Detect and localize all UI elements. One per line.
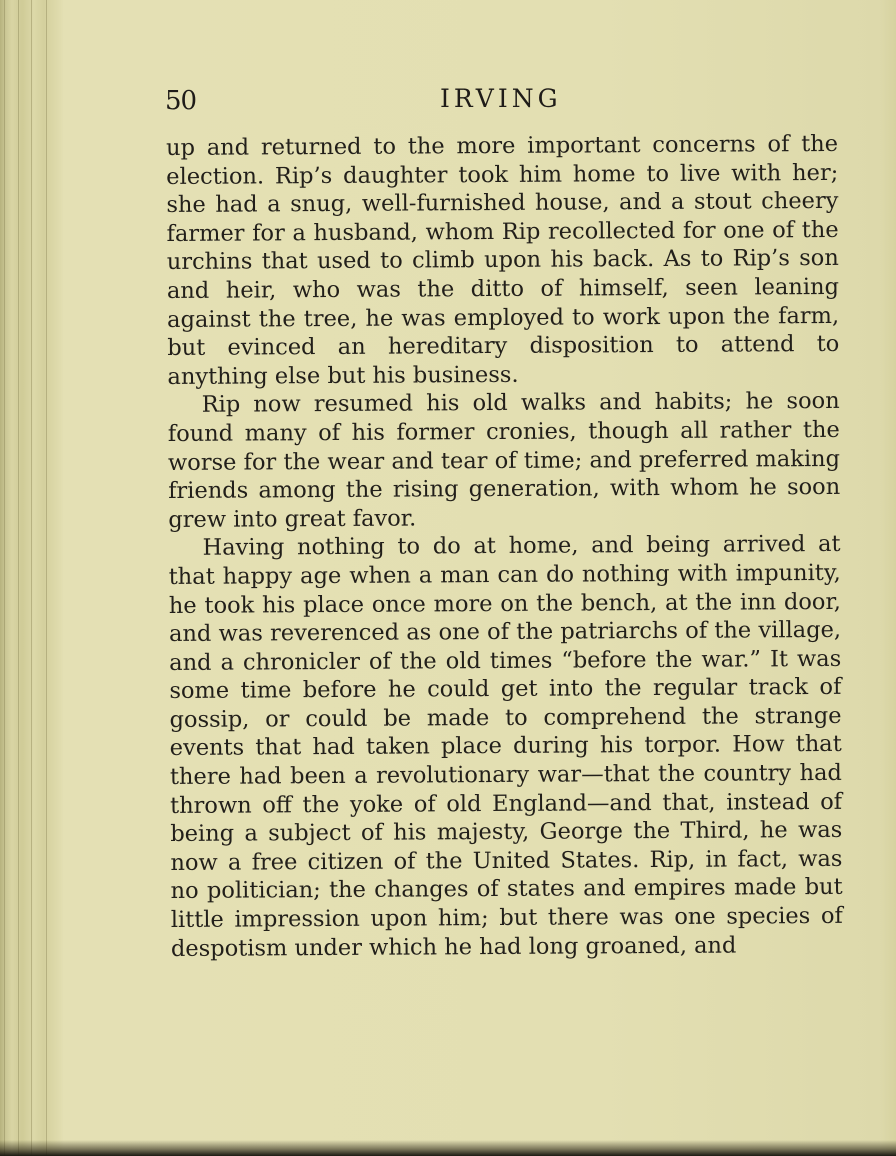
- paragraph: up and returned to the more important concerns of the election. Rip’s daughter took him home to live with her; she had a snug, well-furnished house, and a stout cheery farmer for a husband, whom Rip recollected for one of the urchins that used to climb upon his back. As to Rip’s son and heir, who was the ditto of himself, seen leaning against the tree, he was employed to work upon the farm, but evinced an hereditary disposition to attend to anything else but his business.: [166, 130, 840, 390]
- running-head: IRVING: [440, 84, 562, 113]
- page-gutter: [0, 0, 64, 1156]
- gutter-edge-line: [4, 0, 5, 1156]
- body-text: [166, 130, 843, 963]
- gutter-edge-line: [31, 0, 32, 1156]
- page-bottom-shadow: [0, 1140, 896, 1156]
- gutter-edge-line: [18, 0, 19, 1156]
- paragraph: Having nothing to do at home, and being arrived at that happy age when a man can do nothing with impunity, he took his place once more on the bench, at the inn door, and was reverenced as one of the patriarchs of the village, and a chronicler of the old times “before the war.” It was some time before he could get into the regular track of gossip, or could be made to comprehend the strange events that had taken place during his torpor. How that there had been a revolutionary war—that the country had thrown off the yoke of old England—and that, instead of being a subject of his majesty, George the Third, he was now a free citizen of the United States. Rip, in fact, was no politician; the changes of states and empires made but little impression upon him; but there was one species of despotism under which he had long groaned, and: [168, 531, 843, 962]
- gutter-edge-line: [46, 0, 47, 1156]
- page-number: 50: [165, 86, 197, 116]
- page-header: [165, 84, 845, 120]
- paragraph: Rip now resumed his old walks and habits; he soon found many of his former cronies, though all rather the worse for the wear and tear of time; and preferred making friends among the rising generation, with whom he soon grew into great favor.: [167, 388, 841, 533]
